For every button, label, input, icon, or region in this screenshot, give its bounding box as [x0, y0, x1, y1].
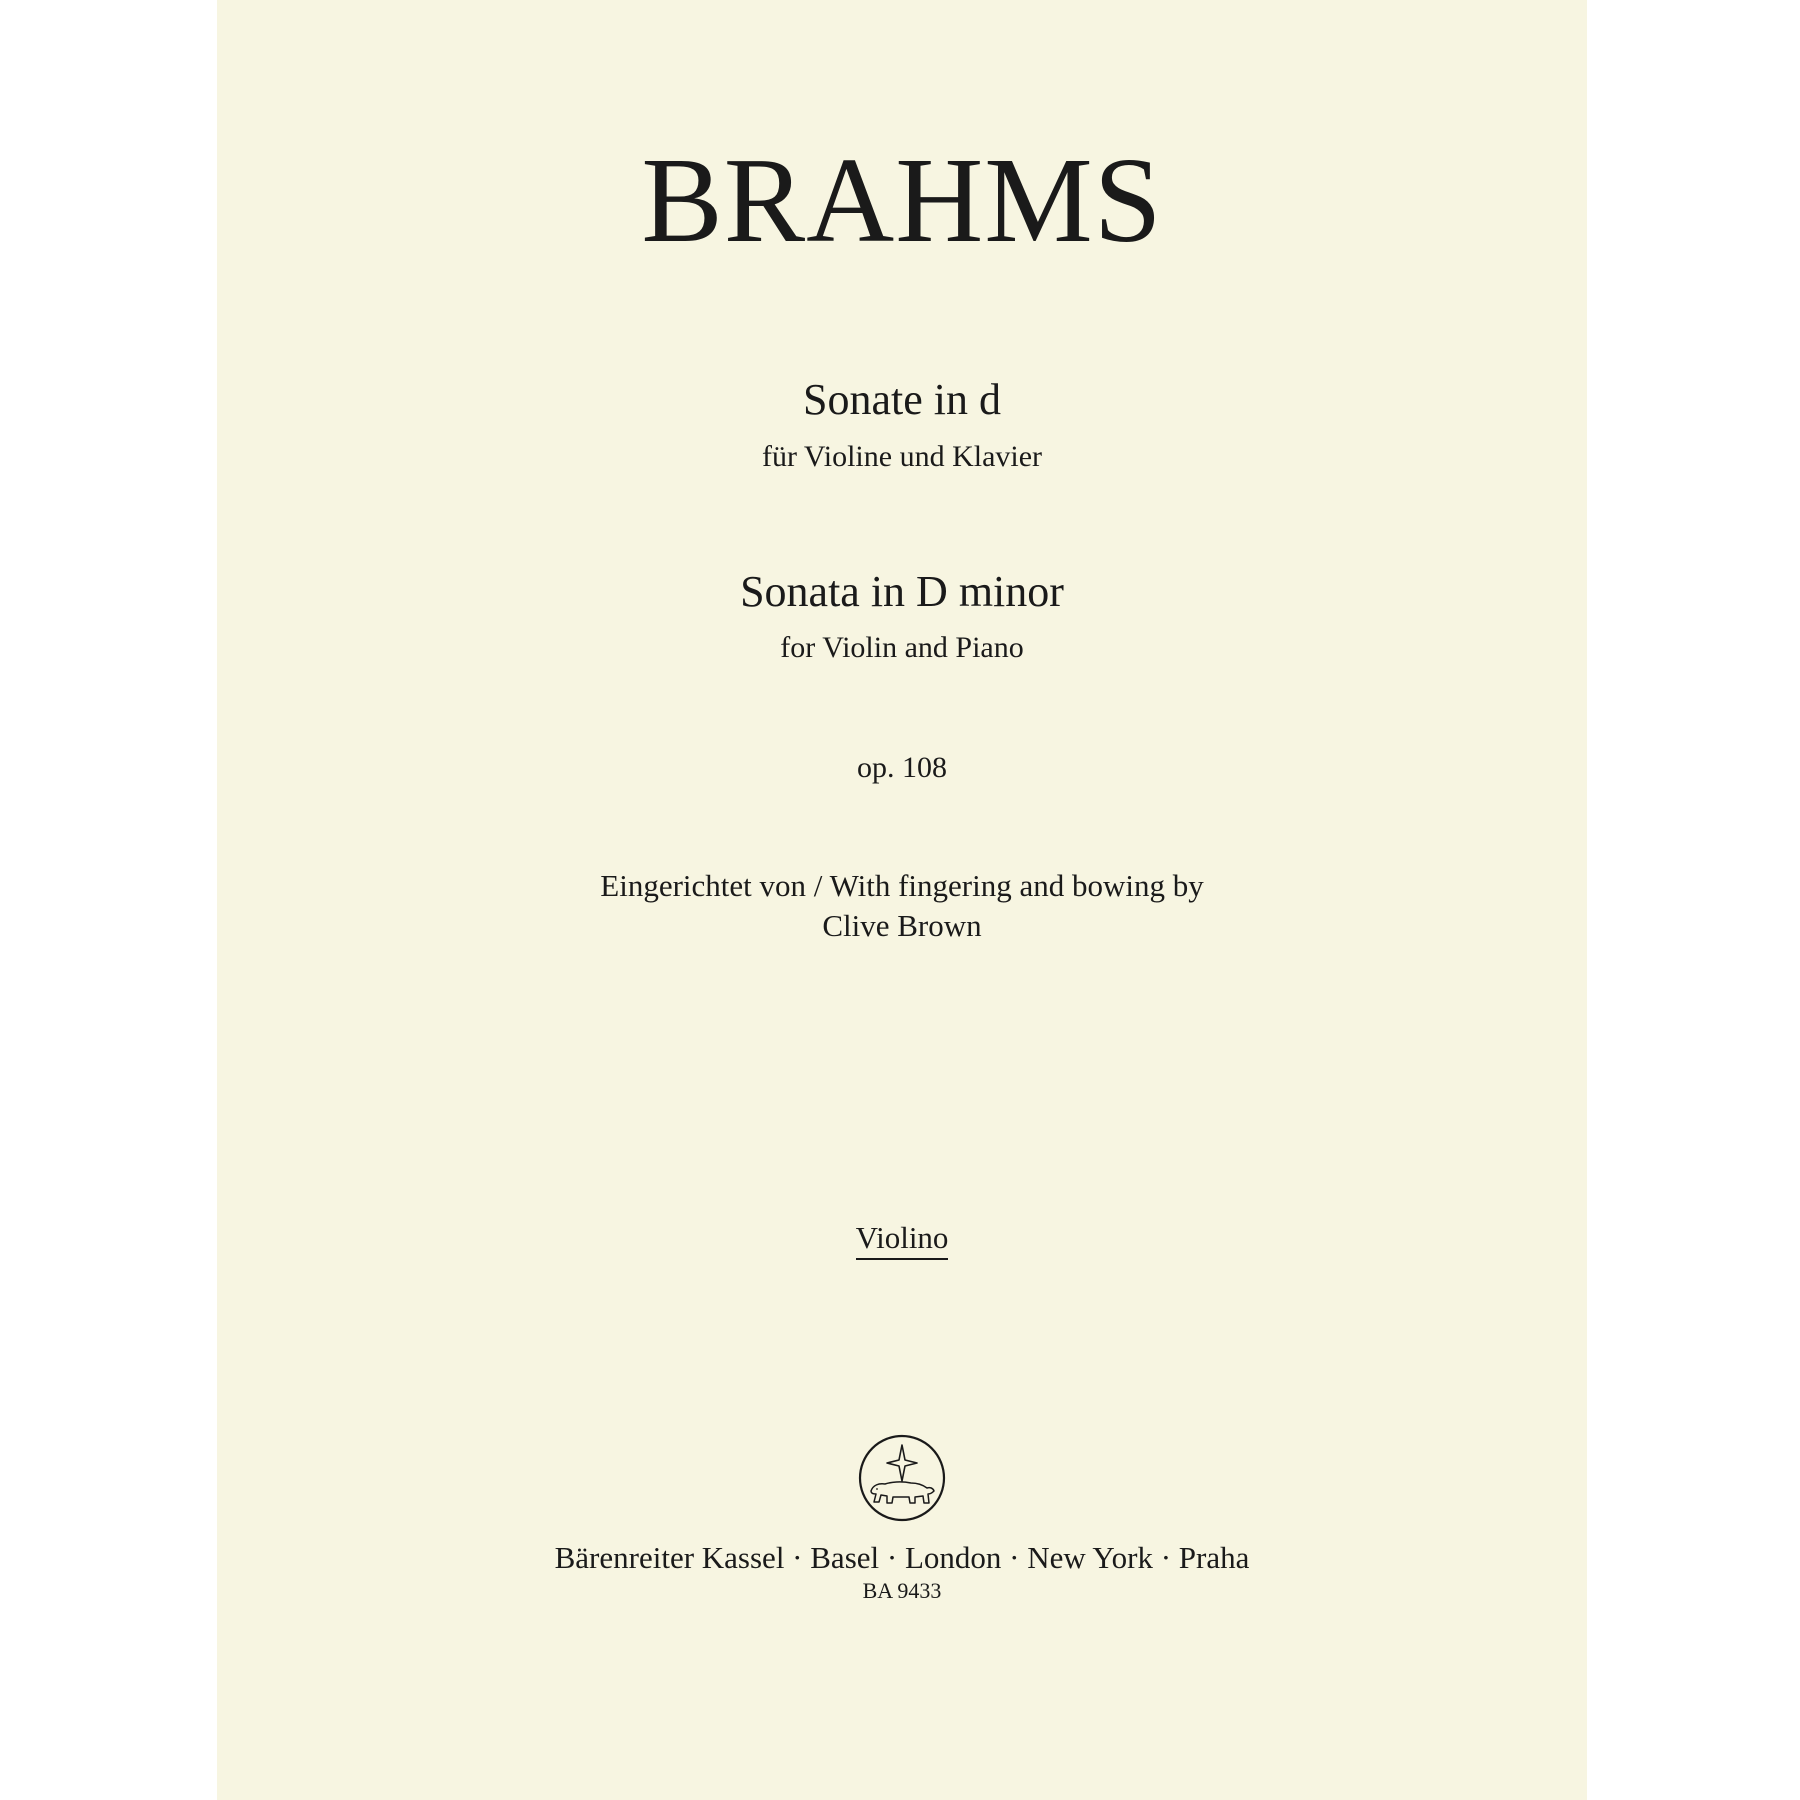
title-english: Sonata in D minor: [740, 567, 1064, 616]
part-label: Violino: [856, 1222, 949, 1260]
opus-number: op. 108: [857, 751, 947, 784]
score-cover-page: [217, 0, 1587, 1800]
editor-credit: Eingerichtet von / With fingering and bowing by: [600, 868, 1204, 903]
composer-name: BRAHMS: [641, 133, 1163, 268]
baerenreiter-bear-star-logo-icon: [857, 1433, 947, 1523]
catalog-number: BA 9433: [862, 1578, 942, 1603]
part-designation: [217, 1222, 1587, 1260]
title-german: Sonate in d: [803, 375, 1001, 424]
subtitle-english: for Violin and Piano: [780, 631, 1024, 664]
publisher-imprint: Bärenreiter Kassel · Basel · London · New York · Praha: [554, 1540, 1250, 1575]
subtitle-german: für Violine und Klavier: [761, 440, 1043, 473]
editor-name: Clive Brown: [822, 908, 982, 943]
